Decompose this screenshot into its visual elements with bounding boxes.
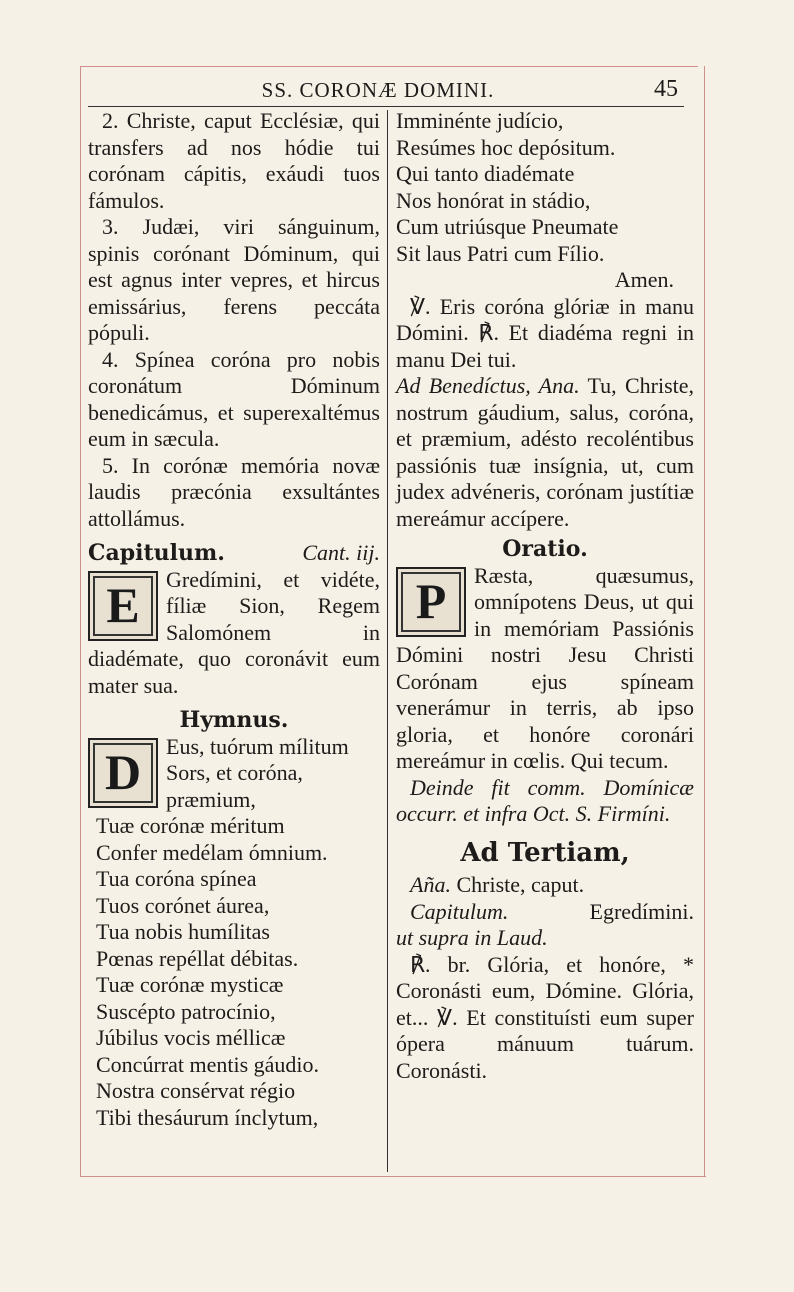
oratio-block <box>396 563 694 775</box>
antiphon-benedictus <box>396 373 694 532</box>
hymn-line: Nostra consérvat régio <box>96 1078 296 1103</box>
rubric-deinde: Deinde fit comm. Domínicæ occurr. et infra Oct. S. Firmíni. <box>396 774 694 826</box>
decorated-initial-e: E <box>88 571 158 641</box>
hymn-lines-left <box>88 813 380 1131</box>
versicle: ℣. Eris coróna glóriæ in manu Dómini. ℟. Et diadéma regni in manu Dei tui. <box>396 293 694 372</box>
tertia-capitulum: Capitulum. Egredímini. <box>410 898 694 924</box>
antiphon-3: 3. Judæi, viri sánguinum, spinis corónant Dóminum, qui est agnus inter vepres, et hircus emissárius, ferens peccáta pópuli. <box>88 214 380 345</box>
right-margin-rule <box>704 66 705 1176</box>
hymn-line: Tuæ corónæ méritum <box>96 813 285 838</box>
short-responsory: ℟. br. Glória, et honóre, * Coronásti eum, Dómine. Glória, et... ℣. Et constituísti eum super ópera mánuum tuárum. Coronásti. <box>396 951 694 1083</box>
antiphon-text: Tu, Christe, nostrum gáudium, salus, coróna, et præmium, adésto recoléntibus passiónis tuæ insígnia, ut, cum judex advéneris, corónam justítiæ mereámur accípere. <box>396 373 695 531</box>
capitulum-heading <box>88 540 380 567</box>
right-column <box>396 108 694 1084</box>
hymn-line: Imminénte judício, <box>396 108 564 133</box>
hymn-first-line: Eus, tuórum mílitum Sors, et coróna, præmium, <box>166 733 349 812</box>
bottom-margin-rule <box>80 1176 706 1177</box>
capitulum-label: Capitulum. <box>88 540 225 566</box>
ad-benedictus-label: Ad Benedíctus, Ana. <box>396 373 580 398</box>
page-number: 45 <box>654 76 678 102</box>
capitulum-text: Gredímini, et vidéte, fíliæ Sion, Regem Salomónem in diadémate, quo coronávit eum mater sua. <box>88 566 380 698</box>
hymn-line: Qui tanto diadémate <box>396 161 575 186</box>
amen: Amen. <box>614 267 674 292</box>
hymn-lines-right <box>396 108 694 267</box>
hymn-line: Concúrrat mentis gáudio. <box>96 1051 320 1077</box>
capitulum-text-block <box>88 567 380 700</box>
hymn-line: Júbilus vocis méllicæ <box>96 1025 286 1050</box>
hymn-first-stanza <box>88 734 380 814</box>
hymn-line: Tuæ corónæ mysticæ <box>96 972 284 997</box>
hymn-line: Tibi thesáurum ínclytum, <box>96 1104 319 1130</box>
antiphon-4: 4. Spínea coróna pro nobis coronátum Dóminum benedicámus, et superexaltémus eum in sæcula. <box>88 346 380 451</box>
hymn-line: Cum utriúsque Pneumate <box>396 214 619 239</box>
hymn-line: Confer medélam ómnium. <box>96 839 328 865</box>
ad-tertiam-heading: Ad Tertiam, <box>460 837 630 868</box>
oratio-heading: Oratio. <box>502 536 588 562</box>
cant-reference: Cant. iij. <box>302 540 380 565</box>
ut-supra-rubric: ut supra in Laud. <box>396 925 548 950</box>
hymn-line: Resúmes hoc depósitum. <box>396 134 616 160</box>
left-column <box>88 108 380 1131</box>
hymn-line: Nos honórat in stádio, <box>396 187 591 213</box>
hymn-line: Tua coróna spínea <box>96 866 257 891</box>
decorated-initial-d: D <box>88 738 158 808</box>
left-margin-rule <box>80 66 81 1176</box>
antiphon-5: 5. In corónæ memória novæ laudis præcónia exsultántes attollámus. <box>88 452 380 531</box>
running-header <box>88 76 684 107</box>
oratio-text: Ræsta, quæsumus, omnípotens Deus, ut qui in memóriam Passiónis Dómini nostri Jesu Christi Corónam ejus spíneam venerámur in terris, ab ipso gloria, et honóre coronári mereámur in cœlis. Qui tecum. <box>396 562 694 773</box>
hymn-line: Sit laus Patri cum Fílio. <box>396 240 605 266</box>
hymn-line: Tuos corónet áurea, <box>96 892 270 918</box>
column-divider <box>387 110 388 1172</box>
top-margin-rule <box>80 66 698 67</box>
antiphon-2: 2. Christe, caput Ecclésiæ, qui transfers ad nos hódie tui corónam cápitis, exáudi tuos fámulos. <box>88 108 380 213</box>
header-title: SS. CORONÆ DOMINI. <box>261 78 495 102</box>
tertia-antiphon: Aña. Christe, caput. <box>410 872 585 897</box>
hymn-line: Suscépto patrocínio, <box>96 998 276 1024</box>
decorated-initial-p: P <box>396 567 466 637</box>
hymn-line: Pœnas repéllat débitas. <box>96 945 299 971</box>
hymn-line: Tua nobis humílitas <box>96 919 270 944</box>
hymnus-heading: Hymnus. <box>179 707 289 733</box>
